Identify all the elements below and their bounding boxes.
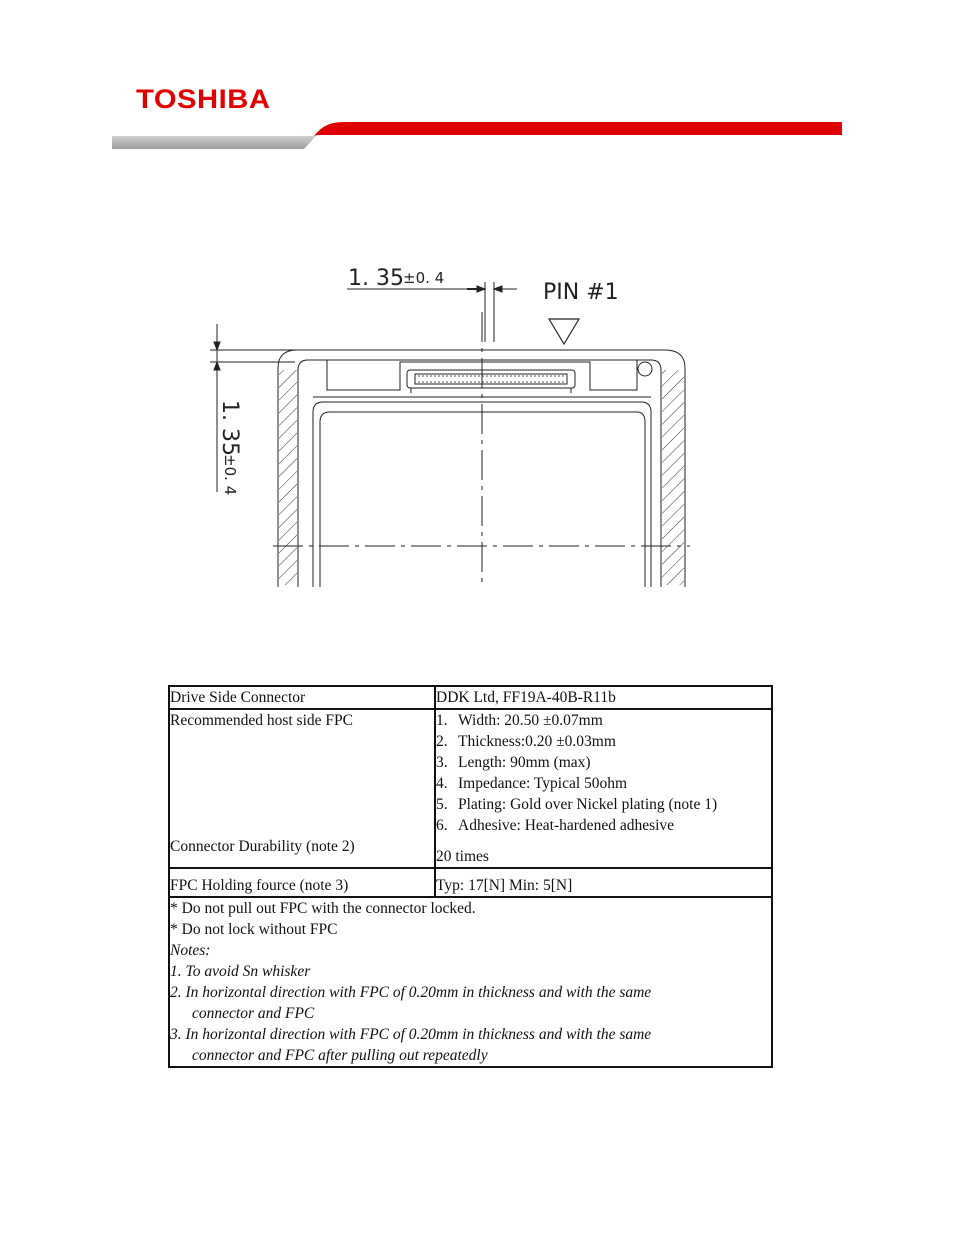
fpc-spec-list: [436, 710, 771, 836]
list-item: 5. Plating: Gold over Nickel plating (note 1): [436, 796, 718, 813]
toshiba-logo: TOSHIBA: [136, 84, 271, 114]
list-item: 2. Thickness:0.20 ±0.03mm: [436, 733, 616, 750]
pin-1-marker: [549, 319, 579, 344]
recommended-fpc-label: Recommended host side FPC: [170, 712, 353, 729]
dim-horizontal-tolerance: ±0. 4: [403, 269, 445, 287]
header-red-band: [314, 122, 842, 136]
drive-side-connector-value: DDK Ltd, FF19A-40B-R11b: [435, 686, 772, 709]
table-row: [169, 868, 772, 897]
table-row: [169, 897, 772, 1067]
list-item: 3. Length: 90mm (max): [436, 754, 591, 771]
connector-drawing: [185, 252, 705, 602]
connector-durability-value: 20 times: [436, 848, 489, 865]
header-gray-band: [112, 136, 316, 149]
note-1: 1. To avoid Sn whisker: [170, 963, 311, 980]
dim-horizontal-value: 1. 35: [348, 266, 404, 291]
header-band: [0, 0, 954, 160]
dim-vertical-value: 1. 35: [217, 400, 242, 456]
note-2-continued: connector and FPC: [192, 1005, 315, 1022]
list-item: 6. Adhesive: Heat-hardened adhesive: [436, 817, 675, 834]
note-3-continued: connector and FPC after pulling out repeatedly: [192, 1047, 488, 1064]
table-row: [169, 709, 772, 868]
note-2: 2. In horizontal direction with FPC of 0.20mm in thickness and with the same: [170, 984, 652, 1001]
dim-vertical-tolerance: ±0. 4: [221, 454, 239, 496]
warning-text: * Do not lock without FPC: [170, 921, 338, 938]
note-3: 3. In horizontal direction with FPC of 0.20mm in thickness and with the same: [170, 1026, 652, 1043]
connector-durability-label: Connector Durability (note 2): [170, 838, 355, 855]
fpc-holding-force-value: Typ: 17[N] Min: 5[N]: [435, 868, 772, 897]
notes-heading: Notes:: [170, 942, 211, 959]
drive-side-connector-label: Drive Side Connector: [169, 686, 435, 709]
list-item: 1. Width: 20.50 ±0.07mm: [436, 712, 603, 729]
pin-1-label: PIN #1: [543, 280, 619, 305]
warning-text: * Do not pull out FPC with the connector locked.: [170, 900, 476, 917]
list-item: 4. Impedance: Typical 50ohm: [436, 775, 628, 792]
notes-cell: [169, 897, 772, 1067]
connector-spec-table: [168, 685, 773, 1068]
table-row: [169, 686, 772, 709]
fpc-holding-force-label: FPC Holding fource (note 3): [169, 868, 435, 897]
